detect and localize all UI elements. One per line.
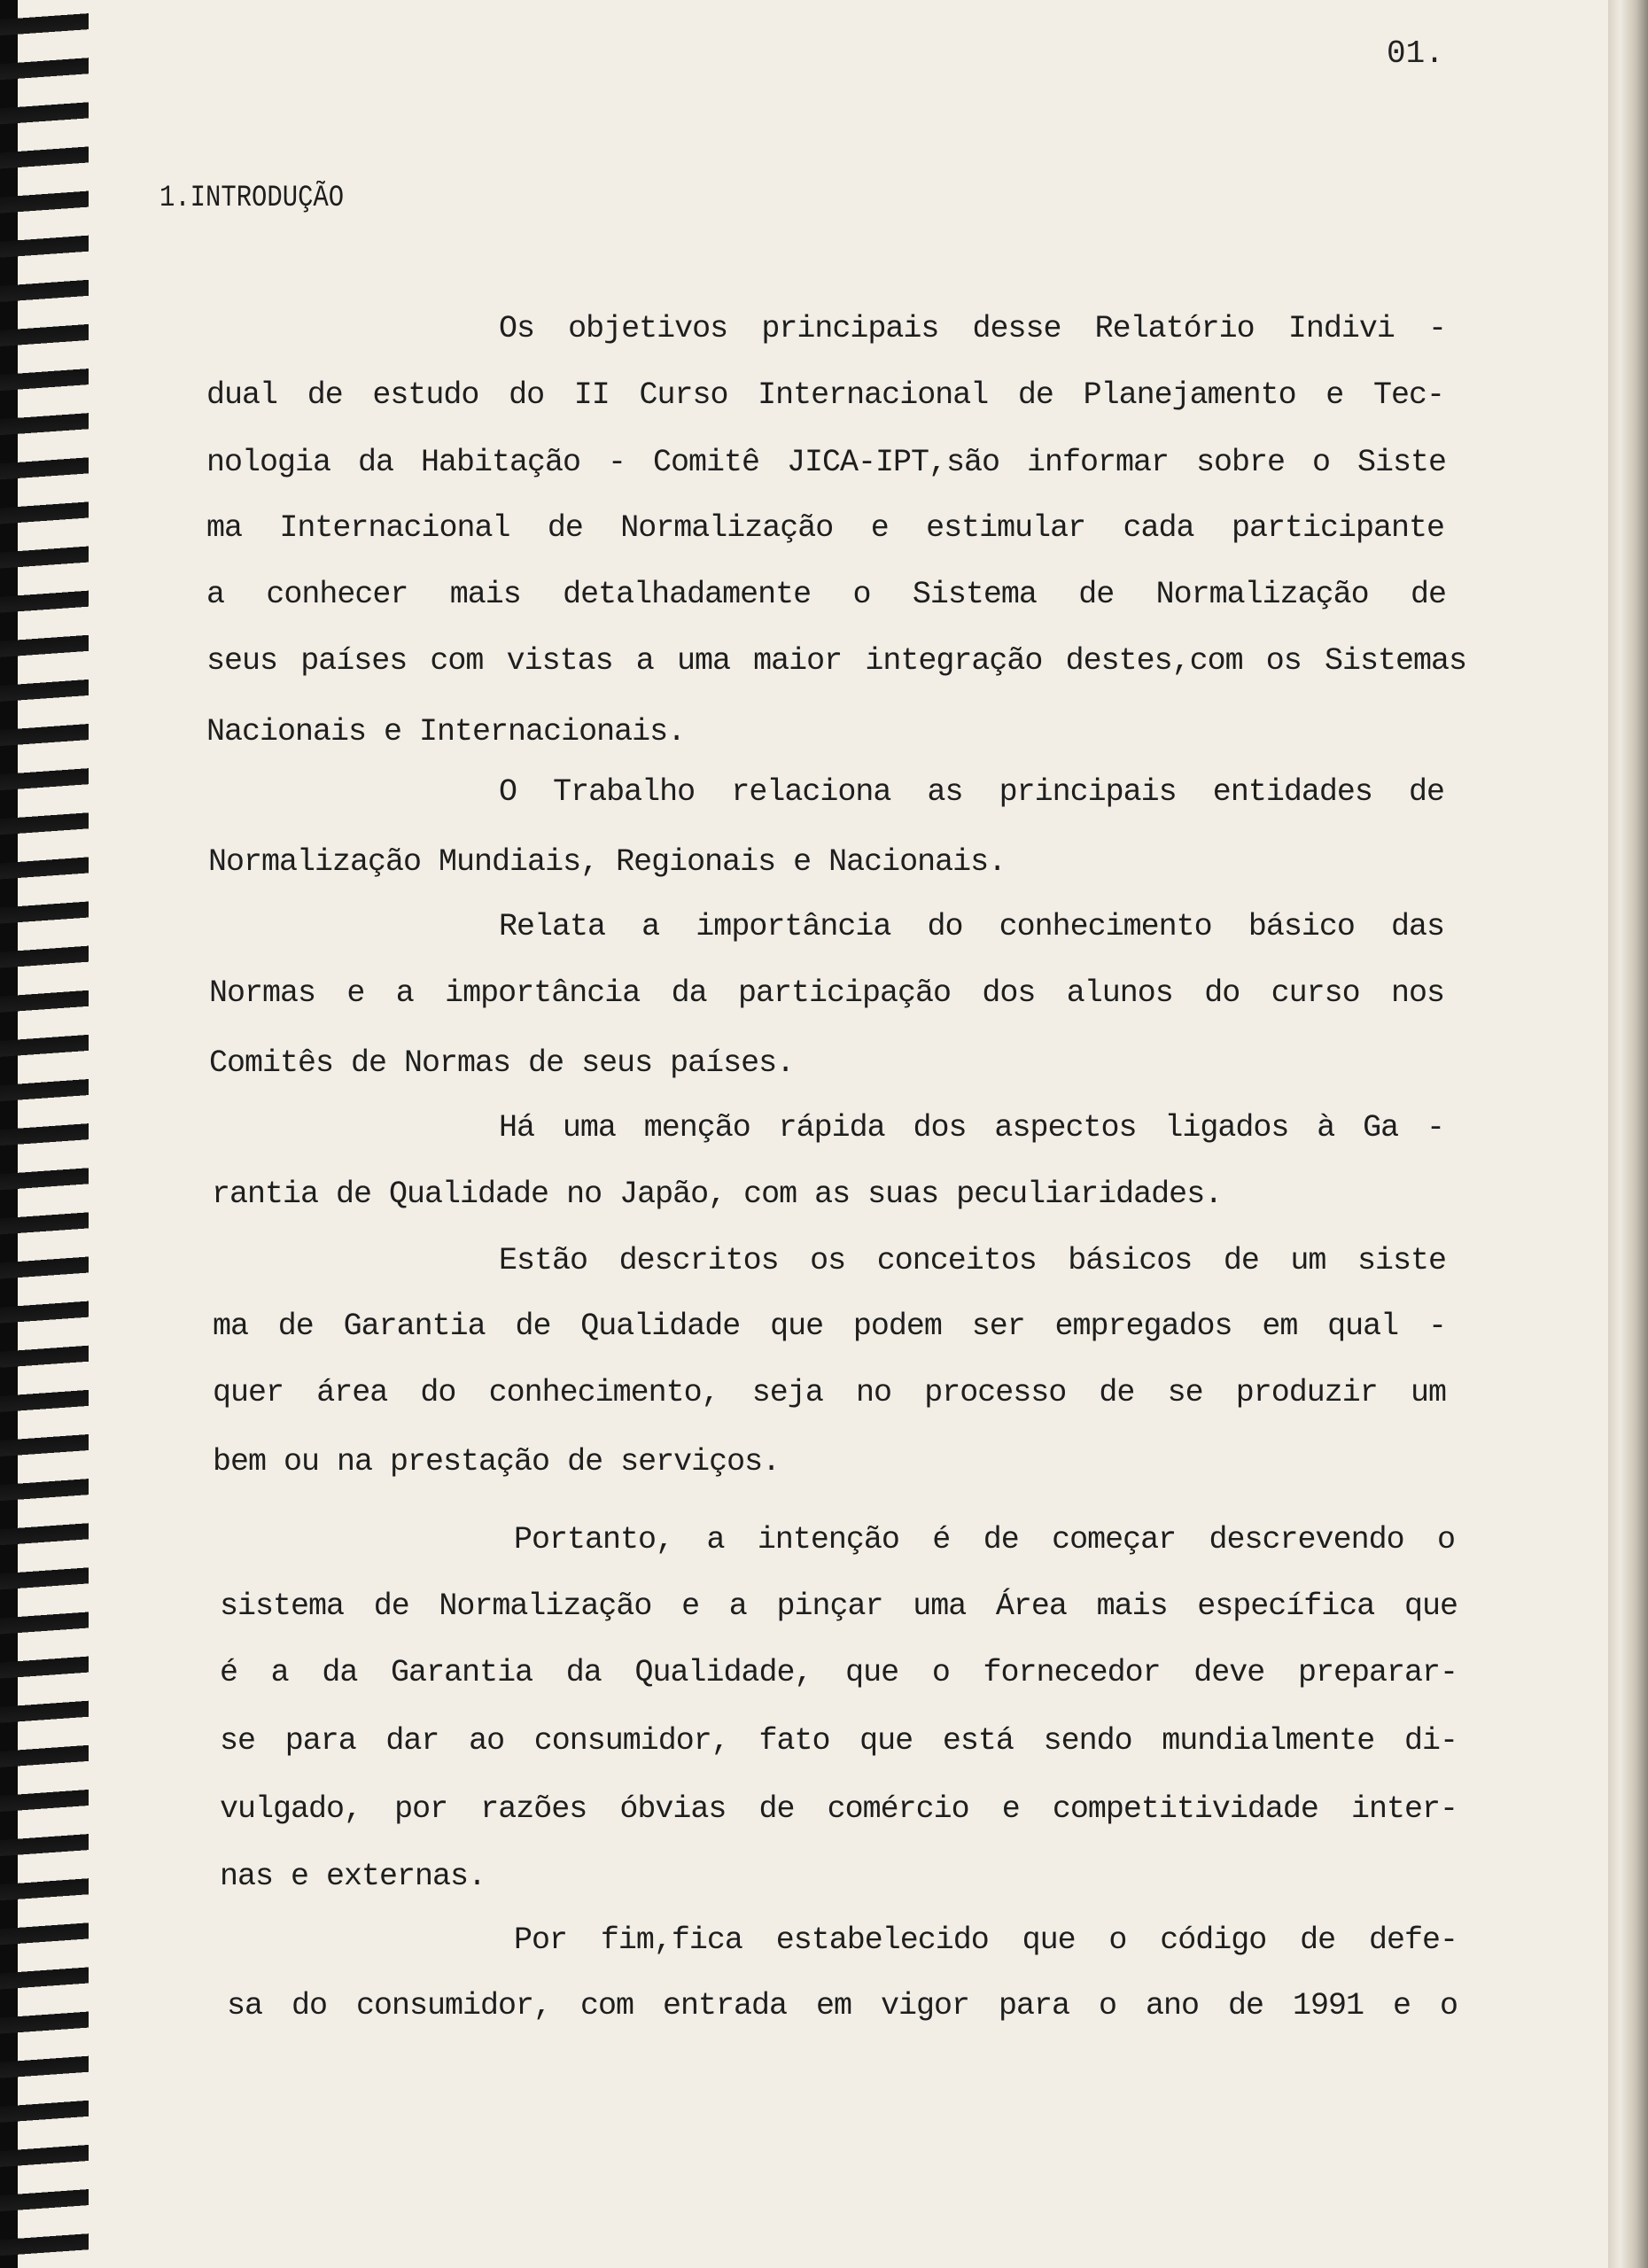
- text-line: Há uma menção rápida dos aspectos ligados à Ga -: [499, 1110, 1444, 1146]
- text-line: O Trabalho relaciona as principais entidades de: [499, 774, 1444, 810]
- text-line: seus países com vistas a uma maior integração destes,com os Sistemas: [206, 643, 1466, 679]
- text-line: Nacionais e Internacionais.: [206, 714, 686, 750]
- text-line: vulgado, por razões óbvias de comércio e competitividade inter-: [220, 1791, 1458, 1827]
- page-number: 01.: [1387, 35, 1444, 72]
- text-line: Os objetivos principais desse Relatório Indivi -: [499, 311, 1446, 346]
- spiral-binding: [0, 0, 89, 2268]
- text-line: ma Internacional de Normalização e estimular cada participante: [206, 510, 1444, 546]
- text-line: nas e externas.: [220, 1859, 486, 1894]
- text-line: Por fim,fica estabelecido que o código de defe-: [514, 1922, 1458, 1958]
- text-line: ma de Garantia de Qualidade que podem ser empregados em qual -: [213, 1309, 1446, 1344]
- text-line: se para dar ao consumidor, fato que está sendo mundialmente di-: [220, 1723, 1458, 1759]
- text-line: Comitês de Normas de seus países.: [209, 1045, 795, 1081]
- text-line: sistema de Normalização e a pinçar uma Área mais específica que: [220, 1588, 1458, 1624]
- text-line: nologia da Habitação - Comitê JICA-IPT,são informar sobre o Siste: [206, 445, 1446, 480]
- text-line: sa do consumidor, com entrada em vigor para o ano de 1991 e o: [227, 1988, 1458, 2023]
- page-edge: [1608, 0, 1648, 2268]
- text-line: quer área do conhecimento, seja no processo de se produzir um: [213, 1375, 1446, 1410]
- text-line: dual de estudo do II Curso Internacional de Planejamento e Tec-: [206, 377, 1444, 413]
- text-line: Normalização Mundiais, Regionais e Nacionais.: [208, 844, 1007, 880]
- text-line: bem ou na prestação de serviços.: [213, 1444, 781, 1480]
- text-line: Estão descritos os conceitos básicos de um siste: [499, 1243, 1446, 1278]
- text-line: Relata a importância do conhecimento básico das: [499, 909, 1444, 944]
- text-line: Portanto, a intenção é de começar descrevendo o: [514, 1522, 1455, 1557]
- section-heading: 1.INTRODUÇÃO: [159, 182, 345, 215]
- text-line: é a da Garantia da Qualidade, que o fornecedor deve preparar-: [220, 1655, 1458, 1690]
- text-line: a conhecer mais detalhadamente o Sistema de Normalização de: [206, 577, 1446, 612]
- text-line: Normas e a importância da participação dos alunos do curso nos: [209, 975, 1444, 1011]
- text-line: rantia de Qualidade no Japão, com as suas peculiaridades.: [212, 1177, 1223, 1212]
